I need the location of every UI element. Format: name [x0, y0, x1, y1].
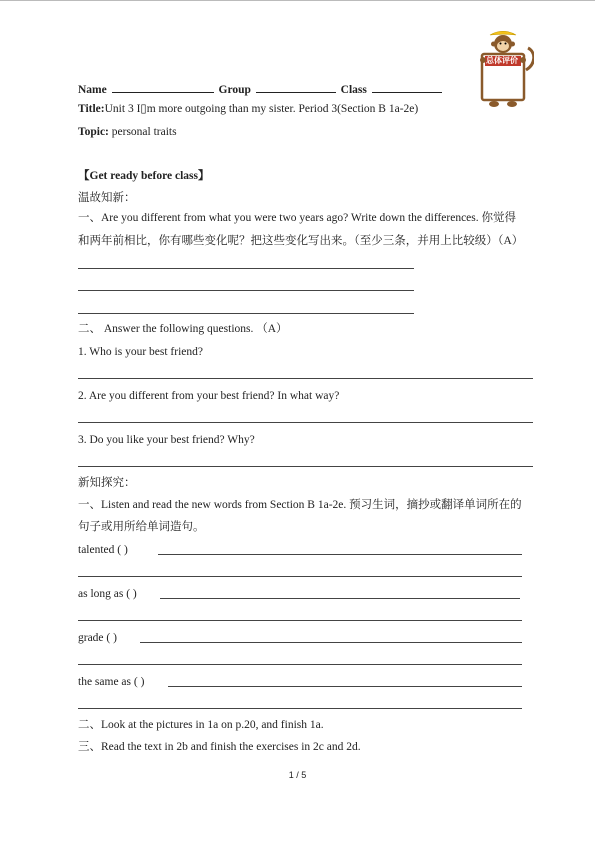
top-rule [0, 0, 595, 1]
task-1-line-2: 句子或用所给单词造句。 [78, 521, 205, 533]
name-field[interactable] [112, 81, 214, 93]
task-2: 二、Look at the pictures in 1a on p.20, and finish 1a. [78, 719, 324, 731]
section-heading: 【Get ready before class】 [78, 170, 210, 182]
word-answer-line[interactable] [78, 708, 522, 709]
word-answer-line[interactable] [78, 576, 522, 577]
question-item: 2. Are you different from your best friend? In what way? [78, 390, 340, 402]
word-answer-line[interactable] [78, 620, 522, 621]
monkey-evaluation-badge [476, 30, 534, 108]
explore-label: 新知探究： [78, 477, 136, 489]
class-field[interactable] [372, 81, 442, 93]
word-item: as long as ( ) [78, 588, 137, 600]
group-field[interactable] [256, 81, 336, 93]
task-3: 三、Read the text in 2b and finish the exercises in 2c and 2d. [78, 741, 361, 753]
question-1-line-2: 和两年前相比，你有哪些变化呢？把这些变化写出来。（至少三条，并用上比较级）（A） [78, 235, 524, 247]
answer-line[interactable] [78, 422, 533, 423]
title-row [78, 102, 418, 116]
word-item: grade ( ) [78, 632, 117, 644]
word-answer-line[interactable] [158, 554, 522, 555]
question-item: 1. Who is your best friend? [78, 346, 203, 358]
name-row [78, 81, 444, 97]
question-item: 3. Do you like your best friend? Why? [78, 434, 255, 446]
name-label: Name [78, 84, 107, 96]
topic-text: personal traits [111, 126, 177, 138]
word-item: talented ( ) [78, 544, 128, 556]
answer-line[interactable] [78, 290, 414, 291]
question-2-heading: 二、 Answer the following questions. （A） [78, 323, 288, 335]
topic-label: Topic: [78, 126, 109, 138]
review-label: 温故知新： [78, 192, 136, 204]
title-text: Unit 3 I▯m more outgoing than my sister. Period 3(Section B 1a-2e) [104, 103, 419, 115]
answer-line[interactable] [78, 466, 533, 467]
word-answer-line[interactable] [160, 598, 520, 599]
word-item: the same as ( ) [78, 676, 145, 688]
evaluation-badge-text: 总体评价 [486, 56, 518, 65]
answer-line[interactable] [78, 268, 414, 269]
group-label: Group [218, 84, 251, 96]
word-answer-line[interactable] [168, 686, 522, 687]
title-label: Title: [78, 103, 105, 115]
word-answer-line[interactable] [140, 642, 522, 643]
word-answer-line[interactable] [78, 664, 522, 665]
answer-line[interactable] [78, 313, 414, 314]
page-number: 1 / 5 [288, 770, 307, 780]
class-label: Class [340, 84, 367, 96]
task-1-line-1: 一、Listen and read the new words from Section B 1a-2e. 预习生词，摘抄或翻译单词所在的 [78, 499, 522, 511]
question-1-line-1: 一、Are you different from what you were two years ago? Write down the differences. 你觉得 [78, 212, 516, 224]
topic-row [78, 125, 177, 139]
answer-line[interactable] [78, 378, 533, 379]
